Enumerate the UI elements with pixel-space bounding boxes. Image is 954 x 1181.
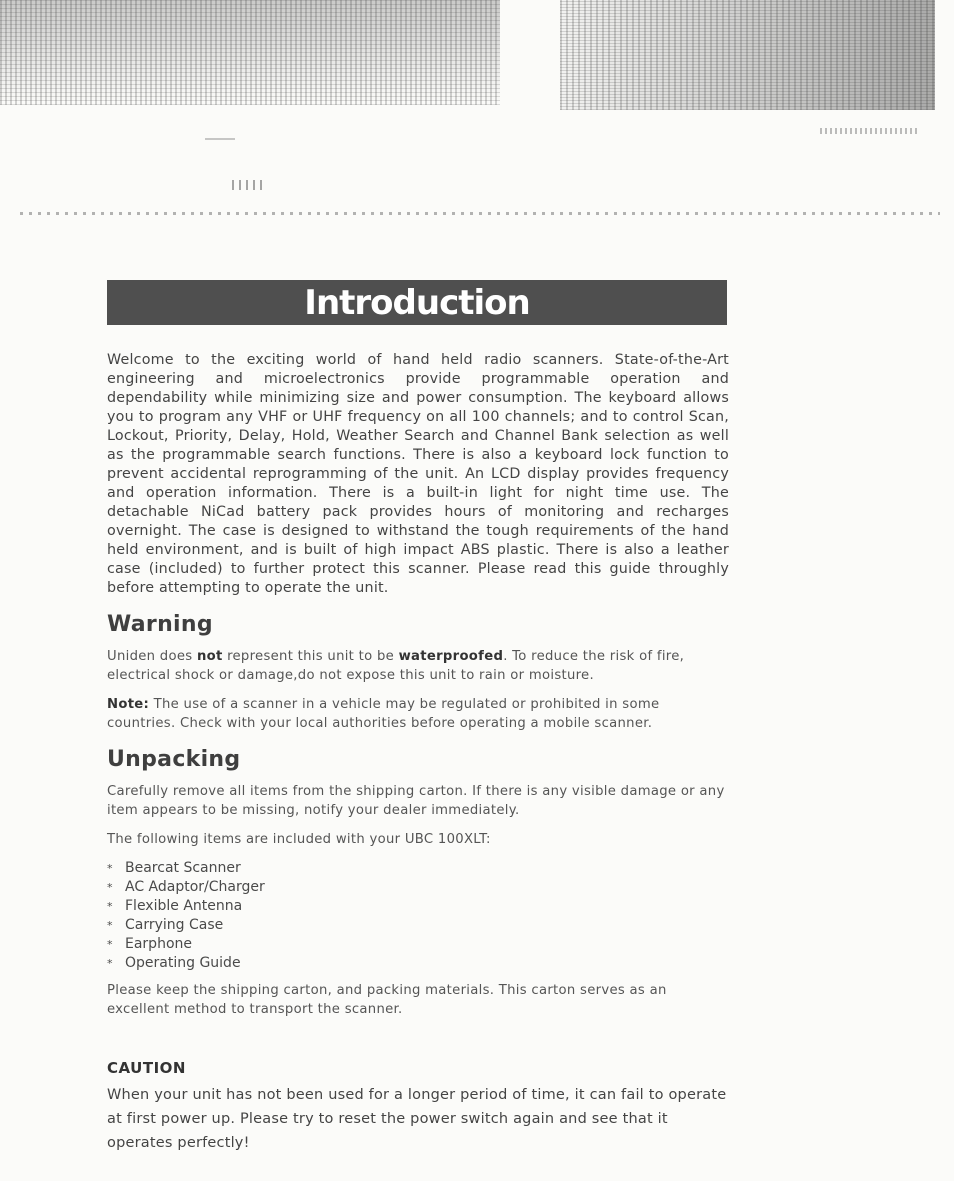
scan-speck — [820, 128, 920, 134]
list-item: * Carrying Case — [107, 916, 729, 935]
page-title: Introduction — [304, 282, 530, 323]
included-items-intro: The following items are included with your UBC 100XLT: — [107, 832, 491, 847]
list-item: * AC Adaptor/Charger — [107, 878, 729, 897]
list-item: * Flexible Antenna — [107, 897, 729, 916]
scan-noise-top-right — [560, 0, 935, 110]
intro-paragraph: Welcome to the exciting world of hand held radio scanners. State-of-the-Art engineering and microelectronics provide programmable operation and dependability while minimizing size and power consumption. The keyboard allows you to program any VHF or UHF frequency on all 100 channels; and to control Scan, Lockout, Priority, Delay, Hold, Weather Search and Channel Bank selection as well as the programmable search functions. There is also a keyboard lock function to prevent accidental reprogramming of the unit. An LCD display provides frequency and operation information. There is a built-in light for night time use. The detachable NiCad battery pack provides hours of monitoring and recharges overnight. The case is designed to withstand the tough requirements of the hand held environment, and is built of high impact ABS plastic. There is also a leather case (included) to further protect this scanner. Please read this guide throughly before attempting to operate the unit. — [107, 352, 729, 596]
warning-paragraph: Uniden does not represent this unit to be waterproofed. To reduce the risk of fire, electrical shock or damage,do not expose this unit to rain or moisture. — [107, 649, 685, 683]
shipping-carton-paragraph: Please keep the shipping carton, and packing materials. This carton serves as an excellent method to transport the scanner. — [107, 983, 667, 1017]
scan-speck — [232, 180, 266, 190]
scan-noise-top-left — [0, 0, 500, 105]
caution-heading: CAUTION — [107, 1059, 186, 1077]
unpacking-paragraph: Carefully remove all items from the shipping carton. If there is any visible damage or any item appears to be missing, notify your dealer immediately. — [107, 784, 725, 818]
included-items-list — [107, 859, 729, 973]
title-banner — [107, 280, 727, 325]
list-item: * Earphone — [107, 935, 729, 954]
unpacking-heading: Unpacking — [107, 747, 241, 772]
list-item: * Operating Guide — [107, 954, 729, 973]
scan-speck — [205, 138, 235, 140]
note-paragraph: Note: The use of a scanner in a vehicle may be regulated or prohibited in some countries. Check with your local authorities before operating a mobile scanner. — [107, 697, 660, 731]
scan-noise-line — [20, 212, 940, 215]
manual-page — [107, 280, 729, 1155]
caution-paragraph: When your unit has not been used for a longer period of time, it can fail to operate at first power up. Please try to reset the power switch again and see that it operates perfectly! — [107, 1087, 727, 1151]
warning-heading: Warning — [107, 612, 213, 637]
note-label: Note: — [107, 697, 150, 712]
list-item: * Bearcat Scanner — [107, 859, 729, 878]
